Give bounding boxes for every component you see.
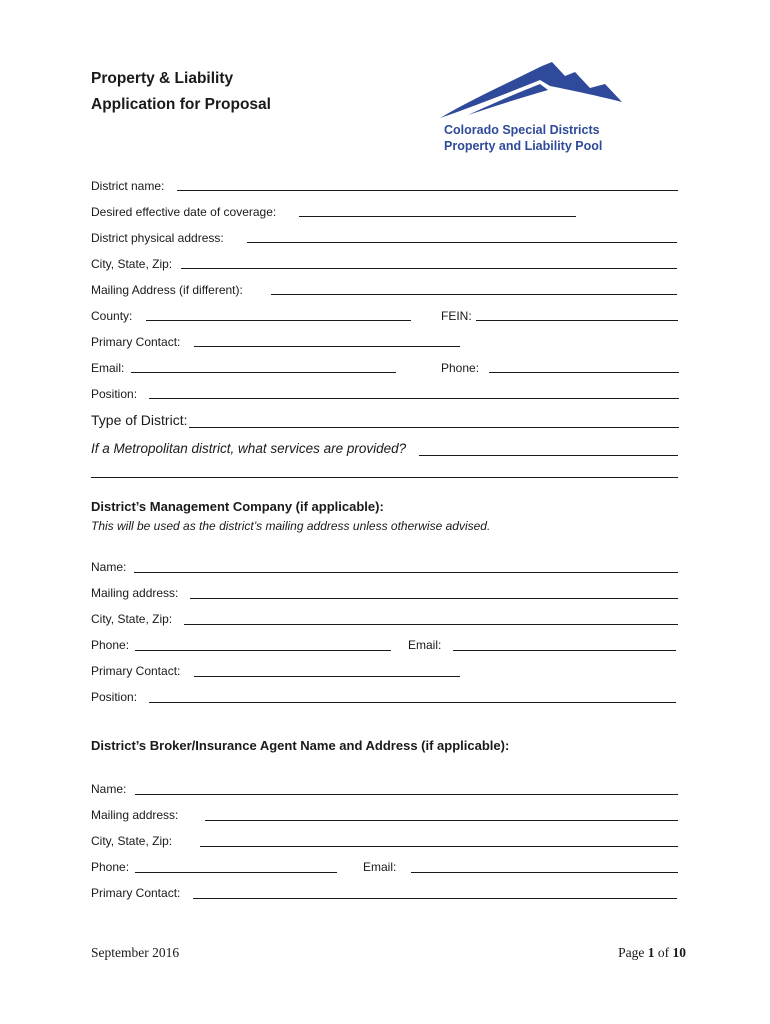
broker-name-field[interactable] bbox=[135, 794, 678, 795]
effective-date-label: Desired effective date of coverage: bbox=[91, 205, 277, 219]
email-label: Email: bbox=[91, 361, 125, 375]
management-email-field[interactable] bbox=[453, 650, 676, 651]
county-label: County: bbox=[91, 309, 133, 323]
logo-text-line1: Colorado Special Districts bbox=[444, 123, 600, 137]
primary-contact-field[interactable] bbox=[194, 346, 460, 347]
physical-address-label: District physical address: bbox=[91, 231, 224, 245]
management-heading: District’s Management Company (if applicable): bbox=[91, 499, 384, 514]
management-mailing-field[interactable] bbox=[190, 598, 678, 599]
page-title-line1: Property & Liability bbox=[91, 70, 234, 87]
district-name-label: District name: bbox=[91, 179, 165, 193]
district-name-field[interactable] bbox=[177, 190, 678, 191]
footer-date: September 2016 bbox=[91, 945, 180, 960]
city-state-zip-field[interactable] bbox=[181, 268, 677, 269]
city-state-zip-label: City, State, Zip: bbox=[91, 257, 173, 271]
page-total: 10 bbox=[672, 945, 686, 960]
broker-phone-field[interactable] bbox=[135, 872, 337, 873]
broker-email-label: Email: bbox=[363, 860, 397, 874]
primary-contact-label: Primary Contact: bbox=[91, 335, 181, 349]
mountain-logo-icon bbox=[440, 60, 630, 122]
page-prefix: Page bbox=[618, 945, 645, 960]
metro-services-label: If a Metropolitan district, what services are provided? bbox=[91, 441, 407, 456]
broker-mailing-field[interactable] bbox=[205, 820, 678, 821]
management-city-field[interactable] bbox=[184, 624, 678, 625]
physical-address-field[interactable] bbox=[247, 242, 677, 243]
page-of: of bbox=[657, 945, 670, 960]
management-position-label: Position: bbox=[91, 690, 138, 704]
position-label: Position: bbox=[91, 387, 138, 401]
broker-email-field[interactable] bbox=[411, 872, 678, 873]
logo-text-line2: Property and Liability Pool bbox=[444, 139, 603, 153]
fein-label: FEIN: bbox=[441, 309, 472, 323]
effective-date-field[interactable] bbox=[299, 216, 576, 217]
broker-phone-label: Phone: bbox=[91, 860, 130, 874]
management-phone-label: Phone: bbox=[91, 638, 130, 652]
broker-contact-field[interactable] bbox=[193, 898, 677, 899]
mailing-address-label: Mailing Address (if different): bbox=[91, 283, 243, 297]
management-position-field[interactable] bbox=[149, 702, 676, 703]
page-current: 1 bbox=[647, 945, 655, 960]
broker-mailing-label: Mailing address: bbox=[91, 808, 179, 822]
broker-city-label: City, State, Zip: bbox=[91, 834, 173, 848]
page-title-line2: Application for Proposal bbox=[91, 96, 271, 113]
metro-services-field[interactable] bbox=[419, 455, 678, 456]
management-contact-field[interactable] bbox=[194, 676, 460, 677]
broker-city-field[interactable] bbox=[200, 846, 678, 847]
metro-services-field-line2[interactable] bbox=[91, 477, 678, 478]
type-of-district-label: Type of District: bbox=[91, 412, 188, 428]
phone-field[interactable] bbox=[489, 372, 679, 373]
page-number bbox=[618, 945, 686, 961]
position-field[interactable] bbox=[149, 398, 679, 399]
management-name-field[interactable] bbox=[134, 572, 678, 573]
pool-logo bbox=[440, 60, 630, 155]
email-field[interactable] bbox=[131, 372, 396, 373]
broker-heading: District’s Broker/Insurance Agent Name and Address (if applicable): bbox=[91, 738, 510, 753]
type-of-district-field[interactable] bbox=[189, 427, 679, 428]
mailing-address-field[interactable] bbox=[271, 294, 677, 295]
management-name-label: Name: bbox=[91, 560, 127, 574]
broker-contact-label: Primary Contact: bbox=[91, 886, 181, 900]
management-note: This will be used as the district’s mailing address unless otherwise advised. bbox=[91, 519, 491, 533]
management-mailing-label: Mailing address: bbox=[91, 586, 179, 600]
management-contact-label: Primary Contact: bbox=[91, 664, 181, 678]
county-field[interactable] bbox=[146, 320, 411, 321]
broker-name-label: Name: bbox=[91, 782, 127, 796]
fein-field[interactable] bbox=[476, 320, 678, 321]
phone-label: Phone: bbox=[441, 361, 480, 375]
management-city-label: City, State, Zip: bbox=[91, 612, 173, 626]
management-email-label: Email: bbox=[408, 638, 442, 652]
management-phone-field[interactable] bbox=[135, 650, 391, 651]
